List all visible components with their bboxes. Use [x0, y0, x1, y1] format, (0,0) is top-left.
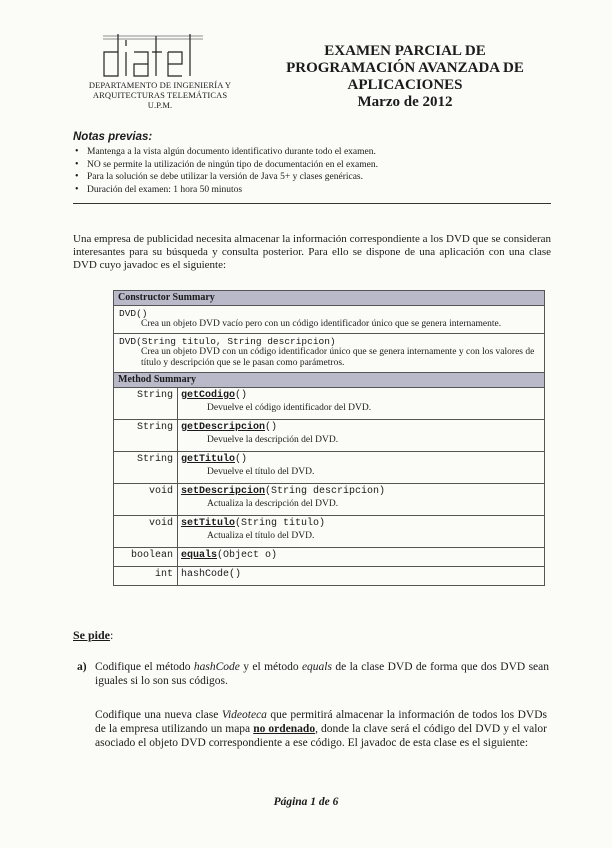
notes-list	[73, 146, 553, 196]
text-run: y el método	[239, 661, 302, 673]
constructor-signature: DVD()	[119, 308, 148, 319]
method-row	[113, 516, 545, 548]
method-params: ()	[265, 422, 278, 433]
method-row	[113, 420, 545, 452]
text-run: Codifique el método	[95, 661, 194, 673]
method-params: ()	[229, 569, 242, 580]
method-return-type: String	[114, 420, 178, 451]
department-name	[70, 80, 250, 110]
method-return-type: boolean	[114, 548, 178, 566]
method-description: Devuelve el código identificador del DVD.	[207, 403, 372, 413]
constructor-description: Crea un objeto DVD vacío pero con un código identificador único que se genera internamente.	[141, 319, 502, 329]
question-a	[77, 660, 549, 688]
note-text: Para la solución se debe utilizar la versión de Java 5+ y clases genéricas.	[87, 172, 364, 182]
intro-paragraph: Una empresa de publicidad necesita almacenar la información correspondiente a los DVD que se consideran interesantes para su búsqueda y consulta posterior. Para ello se dispone de una aplicación con una clase DVD cuyo javadoc es el siguiente:	[73, 233, 551, 271]
method-link-setdescripcion[interactable]: setDescripcion	[181, 486, 266, 497]
text-run-italic: equals	[301, 661, 332, 673]
task-heading-text: Se pide	[73, 628, 111, 642]
notes-divider	[73, 203, 551, 204]
method-row	[113, 388, 545, 420]
method-link-equals[interactable]: equals	[181, 550, 218, 561]
method-return-type: String	[114, 388, 178, 419]
text-run-italic: hashCode	[193, 661, 240, 673]
method-params: (String descripcion)	[265, 486, 386, 497]
note-text: Duración del examen: 1 hora 50 minutos	[87, 184, 243, 195]
exam-date: Marzo de 2012	[357, 94, 453, 110]
task-heading-colon: :	[110, 628, 114, 642]
method-return-type: void	[114, 516, 178, 547]
method-link-gettitulo[interactable]: getTitulo	[181, 454, 236, 465]
department-line-2: ARQUITECTURAS TELEMÁTICAS	[92, 90, 228, 100]
method-description: Actualiza la descripción del DVD.	[207, 499, 339, 509]
page-footer: Página 1 de 6	[273, 796, 339, 808]
exam-title-line-2: PROGRAMACIÓN AVANZADA DE	[286, 60, 524, 76]
task-heading	[73, 628, 113, 643]
note-text: Mantenga a la vista algún documento identificativo durante todo el examen.	[87, 147, 376, 157]
method-row	[113, 567, 545, 586]
text-run: , donde la clave será el código del DVD y el valor asociado el objeto DVD correspondiente a ese código. El javadoc de esta clase es el siguiente:	[95, 723, 548, 749]
constructor-description: Crea un objeto DVD con un código identificador único que se genera internamente y con los valores de título y descripción que se le pasan como parámetros.	[141, 347, 535, 368]
method-description: Devuelve el título del DVD.	[207, 467, 315, 477]
method-params: (String titulo)	[235, 518, 326, 529]
constructor-signature: DVD(String titulo, String descripcion)	[119, 336, 336, 347]
diatel-logo	[100, 30, 204, 78]
constructor-row	[113, 306, 545, 334]
method-return-type: void	[114, 484, 178, 515]
question-a-label: a)	[77, 661, 87, 673]
method-params: (Object o)	[217, 550, 278, 561]
exam-title-line-1: EXAMEN PARCIAL DE	[324, 43, 486, 59]
note-text: NO se permite la utilización de ningún tipo de documentación en el examen.	[87, 159, 378, 170]
method-description: Devuelve la descripción del DVD.	[207, 435, 339, 445]
method-params: ()	[235, 390, 248, 401]
text-run: de la clase DVD de forma que dos DVD sean iguales si lo son sus códigos.	[95, 661, 549, 687]
constructor-row	[113, 334, 545, 373]
text-run-italic: Videoteca	[221, 709, 267, 721]
method-row	[113, 548, 545, 567]
method-link-getcodigo[interactable]: getCodigo	[181, 390, 236, 401]
method-return-type: int	[114, 567, 178, 585]
text-run: que permitirá almacenar la información de todos los DVDs de la empresa utilizando un mapa	[95, 709, 547, 735]
method-row	[113, 484, 545, 516]
method-description: Actualiza el título del DVD.	[207, 531, 315, 541]
notes-title: Notas previas:	[73, 131, 153, 143]
note-item	[73, 184, 553, 197]
javadoc-table	[113, 290, 545, 586]
note-item	[73, 146, 553, 159]
method-link-settitulo[interactable]: setTitulo	[181, 518, 236, 529]
note-item	[73, 171, 553, 184]
method-row	[113, 452, 545, 484]
method-return-type: String	[114, 452, 178, 483]
constructor-summary-header: Constructor Summary	[113, 290, 545, 306]
text-run-emphasis: no ordenado	[253, 723, 316, 735]
method-link-hashcode[interactable]: hashCode	[181, 569, 230, 580]
department-line-3: U.P.M.	[147, 100, 173, 110]
text-run: Codifique una nueva clase	[95, 709, 222, 721]
method-summary-header: Method Summary	[113, 373, 545, 388]
department-line-1: DEPARTAMENTO DE INGENIERÍA Y	[88, 80, 232, 90]
exam-title-line-3: APLICACIONES	[347, 77, 463, 93]
note-item	[73, 159, 553, 172]
videoteca-paragraph	[95, 708, 547, 750]
exam-title	[255, 43, 555, 111]
method-params: ()	[235, 454, 248, 465]
question-a-text	[95, 660, 549, 688]
method-link-getdescripcion[interactable]: getDescripcion	[181, 422, 266, 433]
